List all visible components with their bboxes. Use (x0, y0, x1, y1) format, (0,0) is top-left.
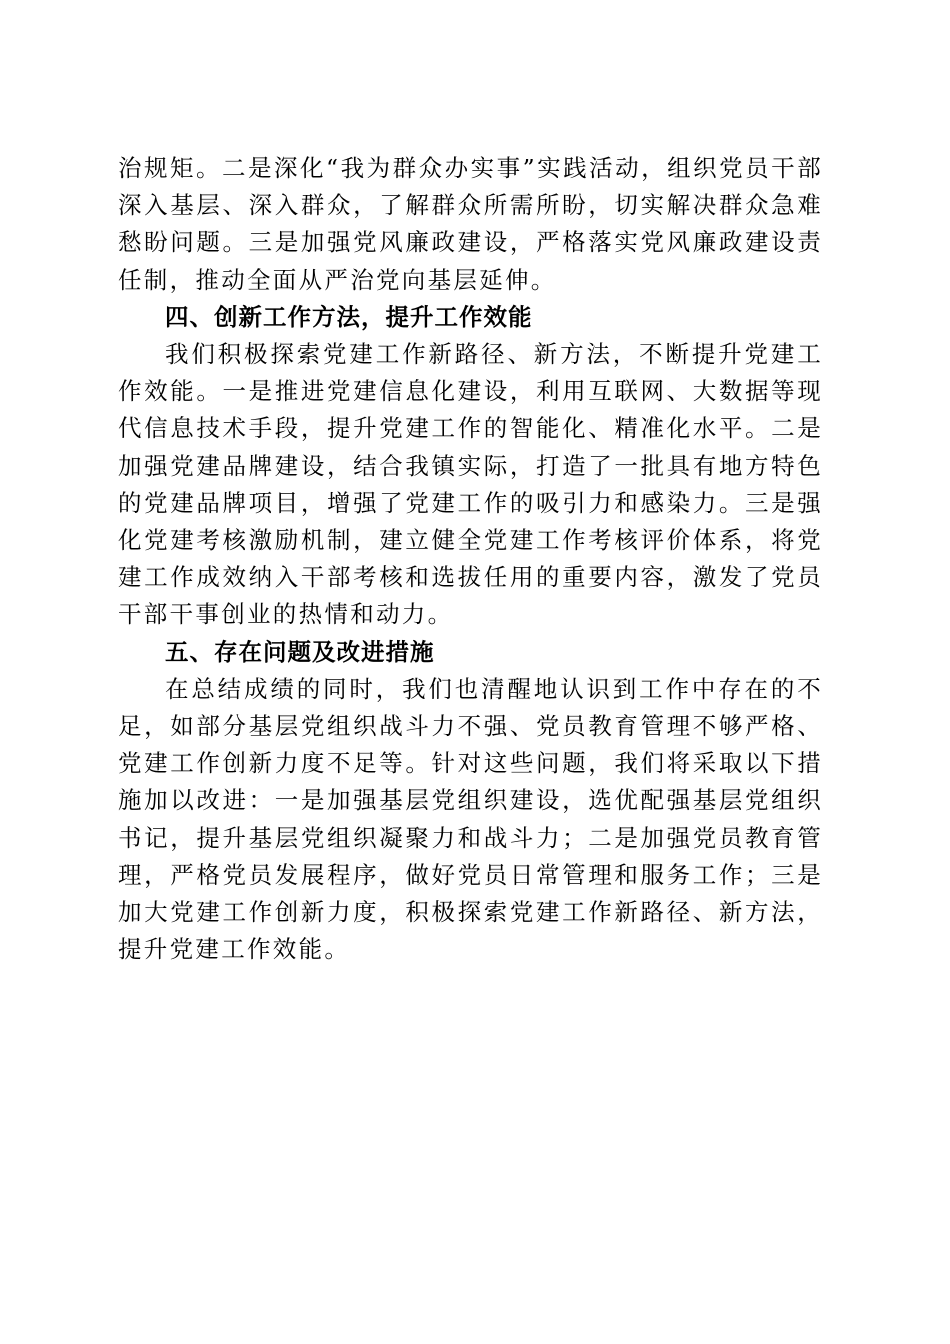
paragraph-section-5: 在总结成绩的同时，我们也清醒地认识到工作中存在的不足，如部分基层党组织战斗力不强、党员教育管理不够严格、党建工作创新力度不足等。针对这些问题，我们将采取以下措施加以改进：一是加强基层党组织建设，选优配强基层党组织书记，提升基层党组织凝聚力和战斗力；二是加强党员教育管理，严格党员发展程序，做好党员日常管理和服务工作；三是加大党建工作创新力度，积极探索党建工作新路径、新方法，提升党建工作效能。 (118, 674, 823, 964)
paragraph-section-4: 我们积极探索党建工作新路径、新方法，不断提升党建工作效能。一是推进党建信息化建设，利用互联网、大数据等现代信息技术手段，提升党建工作的智能化、精准化水平。二是加强党建品牌建设，结合我镇实际，打造了一批具有地方特色的党建品牌项目，增强了党建工作的吸引力和感染力。三是强化党建考核激励机制，建立健全党建工作考核评价体系，将党建工作成效纳入干部考核和选拔任用的重要内容，激发了党员干部干事创业的热情和动力。 (118, 340, 823, 629)
paragraph-continuation: 治规矩。二是深化“我为群众办实事”实践活动，组织党员干部深入基层、深入群众，了解群众所需所盼，切实解决群众急难愁盼问题。三是加强党风廉政建设，严格落实党风廉政建设责任制，推动全面从严治党向基层延伸。 (118, 154, 823, 294)
document-page (118, 150, 823, 968)
section-heading-5: 五、存在问题及改进措施 (165, 637, 435, 666)
section-heading-4: 四、创新工作方法，提升工作效能 (165, 302, 533, 331)
